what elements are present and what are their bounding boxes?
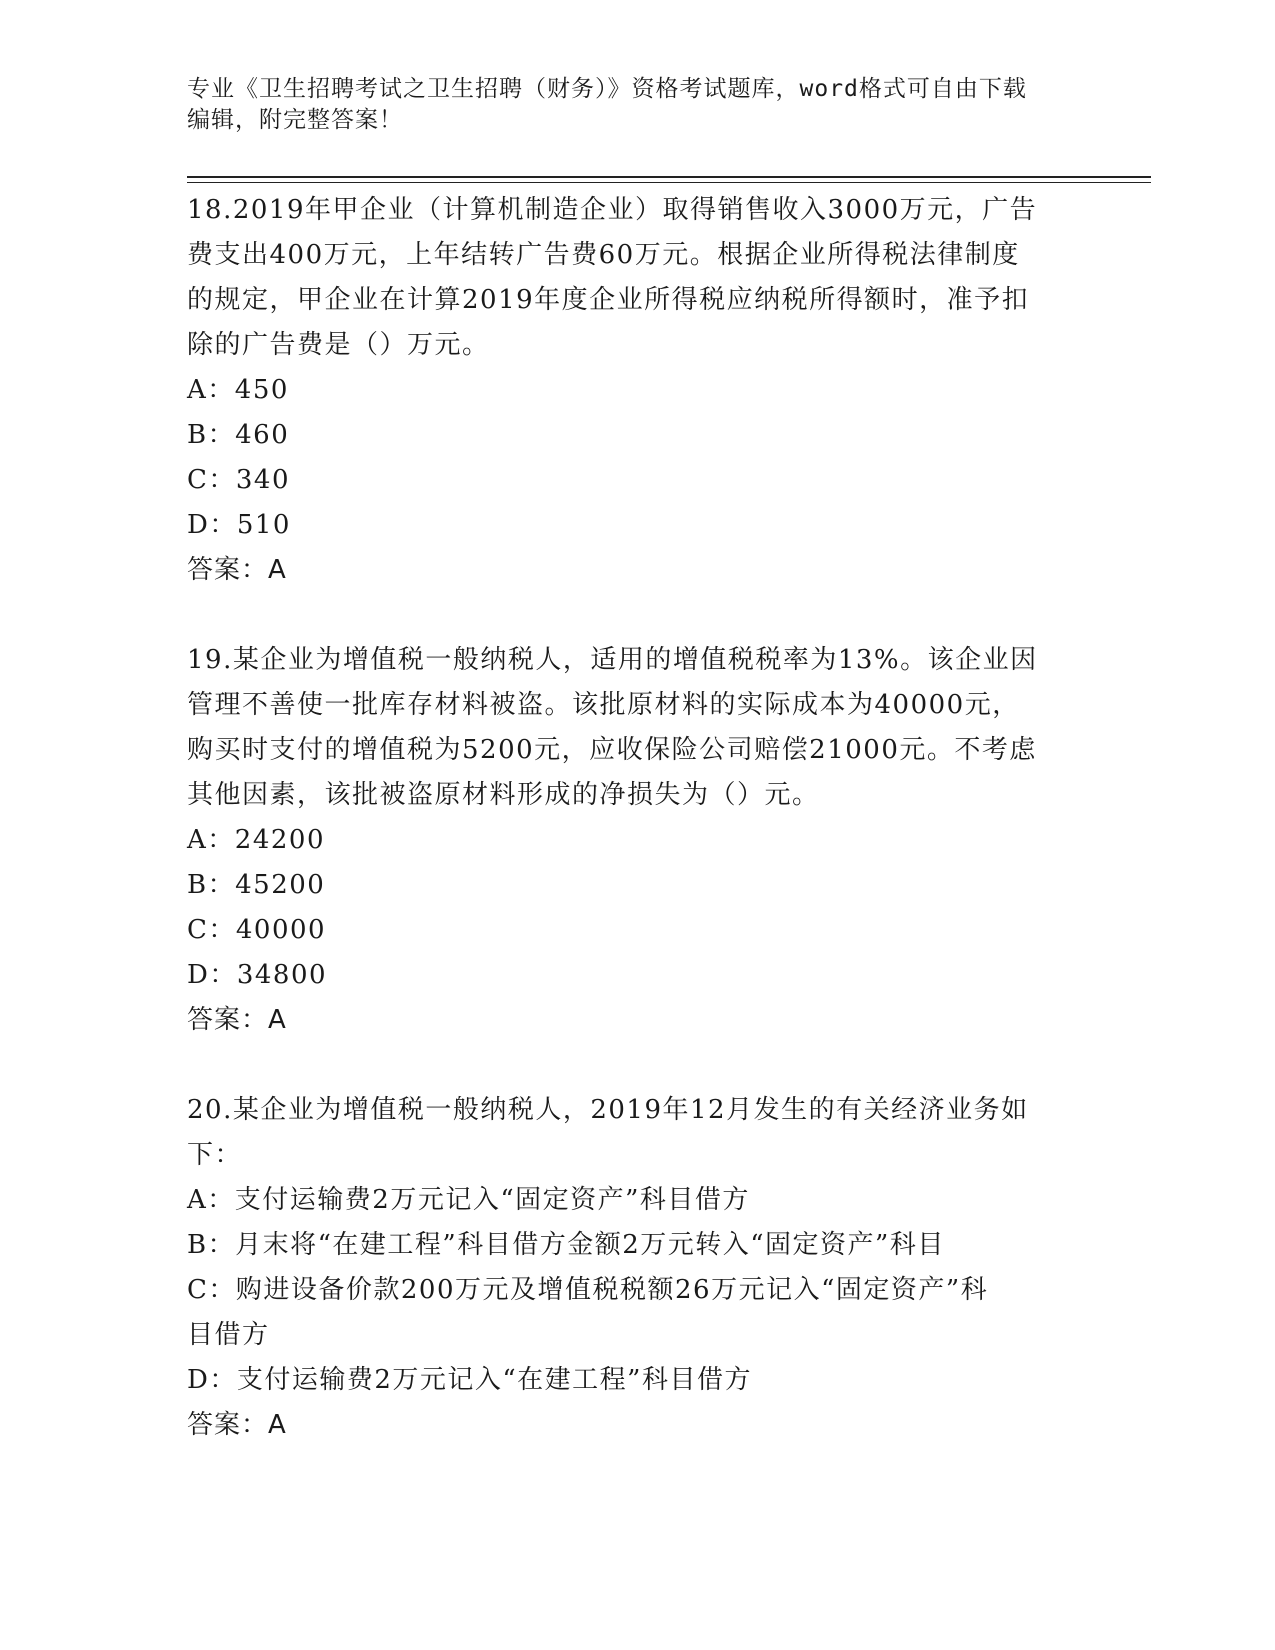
- question-stem-line: 其他因素，该批被盗原材料形成的净损失为（）元。: [187, 780, 820, 810]
- answer-label: 答案：A: [187, 1005, 287, 1035]
- option-c: C：340: [187, 465, 291, 495]
- option-b: B：460: [187, 420, 290, 450]
- question-stem-line: 管理不善使一批库存材料被盗。该批原材料的实际成本为40000元，: [187, 690, 1020, 720]
- document-header: [187, 74, 1077, 136]
- question-stem-line: 购买时支付的增值税为5200元，应收保险公司赔偿21000元。不考虑: [187, 735, 1037, 765]
- header-divider-thin: [187, 182, 1151, 183]
- question-stem-line: 下：: [187, 1140, 243, 1170]
- option-c: C：购进设备价款200万元及增值税税额26万元记入“固定资产”科: [187, 1275, 989, 1305]
- option-a: A：24200: [187, 825, 325, 855]
- option-d: D：510: [187, 510, 291, 540]
- answer-label: 答案：A: [187, 1410, 287, 1440]
- option-b: B：45200: [187, 870, 326, 900]
- answer-label: 答案：A: [187, 555, 287, 585]
- option-d: D：34800: [187, 960, 328, 990]
- question-20: [187, 1088, 1087, 1448]
- option-a: A：450: [187, 375, 289, 405]
- option-c: C：40000: [187, 915, 327, 945]
- question-stem-line: 19.某企业为增值税一般纳税人，适用的增值税税率为13%。该企业因: [187, 645, 1038, 675]
- question-stem-line: 18.2019年甲企业（计算机制造企业）取得销售收入3000万元，广告: [187, 195, 1038, 225]
- question-stem-line: 20.某企业为增值税一般纳税人，2019年12月发生的有关经济业务如: [187, 1095, 1029, 1125]
- question-19: [187, 638, 1087, 1043]
- question-stem-line: 费支出400万元，上年结转广告费60万元。根据企业所得税法律制度: [187, 240, 1020, 270]
- option-d: D：支付运输费2万元记入“在建工程”科目借方: [187, 1365, 752, 1395]
- header-line: 专业《卫生招聘考试之卫生招聘（财务）》资格考试题库，word格式可自由下载: [187, 76, 1027, 102]
- option-c-continued: 目借方: [187, 1320, 270, 1350]
- question-18: [187, 188, 1087, 593]
- header-line: 编辑，附完整答案！: [187, 107, 403, 133]
- option-b: B：月末将“在建工程”科目借方金额2万元转入“固定资产”科目: [187, 1230, 945, 1260]
- question-stem-line: 除的广告费是（）万元。: [187, 330, 490, 360]
- question-stem-line: 的规定，甲企业在计算2019年度企业所得税应纳税所得额时，准予扣: [187, 285, 1030, 315]
- option-a: A：支付运输费2万元记入“固定资产”科目借方: [187, 1185, 750, 1215]
- header-divider-thick: [187, 176, 1151, 178]
